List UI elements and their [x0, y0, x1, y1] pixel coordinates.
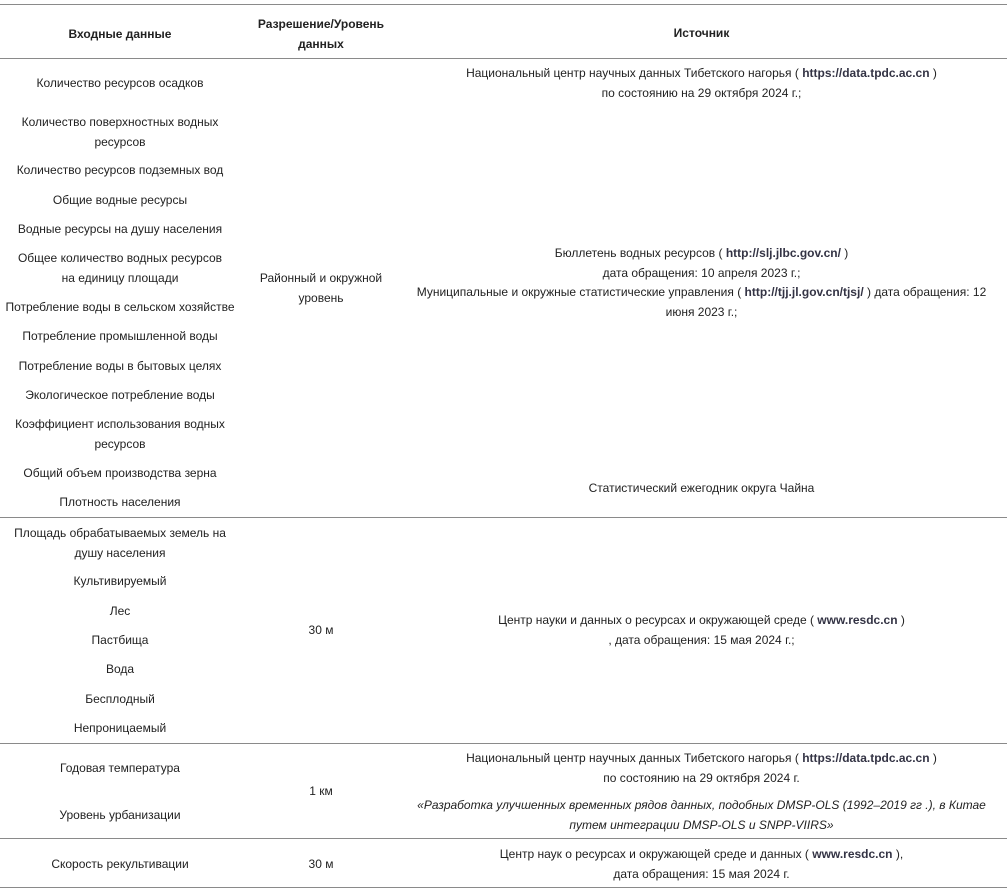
- section3-source-tpdc: Национальный центр научных данных Тибетского нагорья ( https://data.tpdc.ac.cn ) по состоянию на 29 октября 2024 г.: [466, 751, 937, 785]
- section3-source-dmsp: «Разработка улучшенных временных рядов данных, подобных DMSP-OLS (1992–2019 гг .), в Китае путем интеграции DMSP-OLS и SNPP-VIIRS»: [417, 798, 986, 832]
- section4-source: Центр наук о ресурсах и окружающей среде и данных ( www.resdc.cn ), дата обращения: 15 мая 2024 г.: [499, 847, 904, 881]
- section2-input: Вода: [105, 662, 135, 676]
- section4-input: Скорость рекультивации: [51, 857, 189, 871]
- header-source: Источник: [673, 26, 730, 40]
- source-link[interactable]: www.resdc.cn: [817, 613, 898, 627]
- section1-input: Коэффициент использования водных ресурсов: [15, 417, 225, 451]
- section2-input: Пастбища: [91, 633, 149, 647]
- source-link[interactable]: https://data.tpdc.ac.cn: [802, 66, 930, 80]
- section2-source: Центр науки и данных о ресурсах и окружающей среде ( www.resdc.cn ) , дата обращения: 15 мая 2024 г.;: [498, 613, 905, 647]
- section1-input: Общее количество водных ресурсов на единицу площади: [17, 251, 223, 285]
- section1-input: Потребление воды в сельском хозяйстве: [5, 300, 235, 314]
- section1-input: Водные ресурсы на душу населения: [17, 222, 223, 236]
- section2-input: Культивируемый: [73, 574, 167, 588]
- header-inputs: Входные данные: [68, 27, 172, 41]
- source-link[interactable]: www.resdc.cn: [812, 847, 893, 861]
- section2-divider: [0, 743, 1007, 744]
- section1-source-tpdc: Национальный центр научных данных Тибетского нагорья ( https://data.tpdc.ac.cn ) по состоянию на 29 октября 2024 г.;: [466, 66, 937, 100]
- table-bottom-border: [0, 887, 1007, 888]
- section2-input: Бесплодный: [85, 692, 155, 706]
- source-link[interactable]: http://tjj.jl.gov.cn/tjsj/: [744, 285, 864, 299]
- section1-input: Экологическое потребление воды: [25, 388, 215, 402]
- section2-resolution: 30 м: [308, 623, 334, 637]
- section1-resolution: Районный и окружной уровень: [259, 271, 383, 305]
- table-top-border: [0, 4, 1007, 5]
- section3-input: Годовая температура: [60, 761, 180, 775]
- header-resolution: Разрешение/Уровень данных: [257, 17, 385, 51]
- section4-resolution: 30 м: [308, 857, 334, 871]
- section1-divider: [0, 517, 1007, 518]
- section1-input: Потребление промышленной воды: [22, 329, 218, 343]
- section2-input: Лес: [109, 604, 131, 618]
- section1-source-bulletin: Бюллетень водных ресурсов ( http://slj.jlbc.gov.cn/ ) дата обращения: 10 апреля 2023 г.; Муниципальные и окружные статистические управления ( http://tjj.jl.gov.cn/tjsj/ ) дата обращения: 12 июня 2023 г.;: [416, 246, 987, 319]
- section3-input: Уровень урбанизации: [59, 808, 181, 822]
- section1-input: Количество ресурсов подземных вод: [16, 163, 224, 177]
- section1-input: Общий объем производства зерна: [23, 466, 217, 480]
- section1-input: Количество поверхностных водных ресурсов: [21, 115, 219, 149]
- section3-resolution: 1 км: [309, 784, 333, 798]
- source-link[interactable]: https://data.tpdc.ac.cn: [802, 751, 930, 765]
- header-divider: [0, 58, 1007, 59]
- section1-input: Потребление воды в бытовых целях: [18, 359, 222, 373]
- section1-source-yearbook: Статистический ежегодник округа Чайна: [588, 481, 815, 495]
- section1-input: Количество ресурсов осадков: [36, 76, 204, 90]
- section2-input: Непроницаемый: [73, 721, 167, 735]
- section3-divider: [0, 838, 1007, 839]
- section1-input: Общие водные ресурсы: [52, 193, 188, 207]
- source-link[interactable]: http://slj.jlbc.gov.cn/: [725, 246, 841, 260]
- section1-input: Плотность населения: [59, 495, 181, 509]
- section2-input: Площадь обрабатываемых земель на душу населения: [14, 526, 226, 560]
